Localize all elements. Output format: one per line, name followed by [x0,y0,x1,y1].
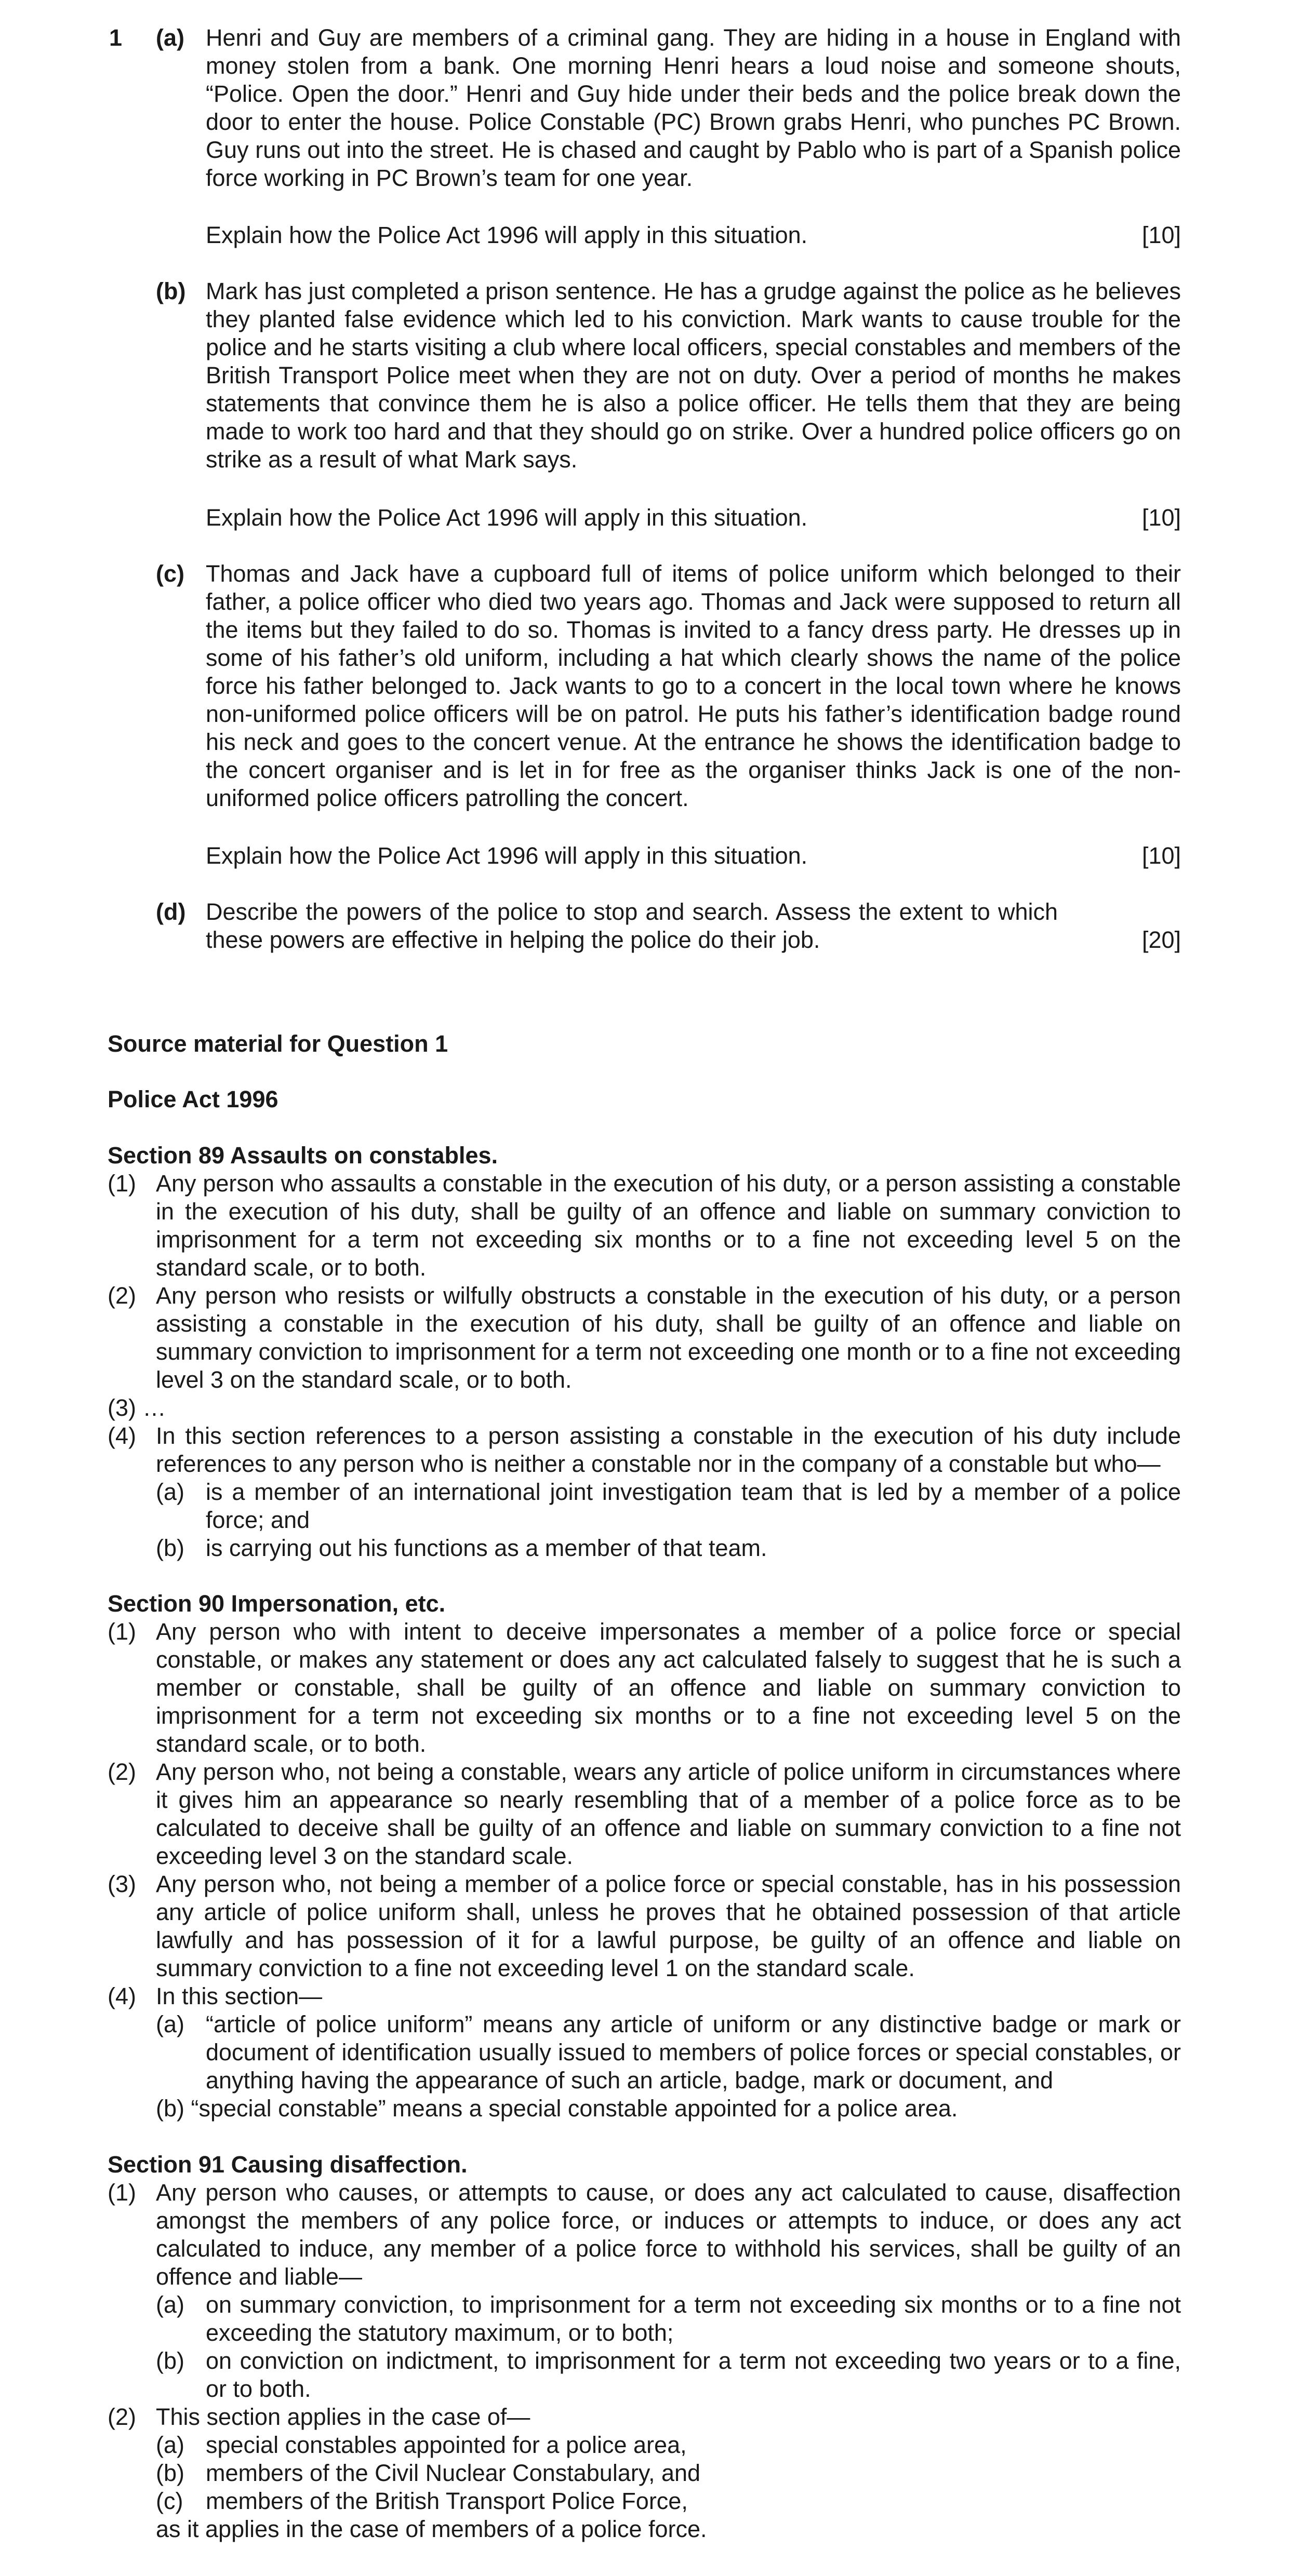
s90-sub4a: “article of police uniform” means any article of uniform or any distinctive badge or mark or document of identification usually issued to members of police forces or special constables, or anything having the appearance of such an article, badge, mark or document, and [206,2011,1181,2094]
s91-sub1-num: (1) [108,2179,136,2206]
s90-sub4-num: (4) [108,1983,136,2009]
s91-sub1a-num: (a) [156,2291,184,2318]
part-a-label: (a) [156,24,184,51]
part-b-text: Mark has just completed a prison sentence. He has a grudge against the police as he believes they planted false evidence which led to his conviction. Mark wants to cause trouble for the police and he starts visiting a club where local officers, special constables and members of the British Transport Police meet when they are not on duty. Over a period of months he makes statements that convince them he is also a police officer. He tells them that they are being made to work too hard and that they should go on strike. Over a hundred police officers go on strike as a result of what Mark says. [206,278,1181,473]
act-title: Police Act 1996 [108,1086,278,1112]
part-d-text: Describe the powers of the police to stop and search. Assess the extent to which these powers are effective in helping the police do their job. [206,898,1058,953]
s90-sub1-num: (1) [108,1618,136,1645]
section-90-heading: Section 90 Impersonation, etc. [108,1590,446,1617]
s89-sub4-num: (4) [108,1423,136,1449]
s90-sub1: Any person who with intent to deceive impersonates a member of a police force or special constable, or makes any statement or does any act calculated falsely to suggest that he is such a member or constable, shall be guilty of an offence and liable on summary conviction to imprisonment for a term not exceeding six months or to a fine not exceeding level 5 on the standard scale, or to both. [156,1618,1181,1757]
part-b-instruction: Explain how the Police Act 1996 will apply in this situation. [206,504,808,531]
part-c-text: Thomas and Jack have a cupboard full of items of police uniform which belonged to their father, a police officer who died two years ago. Thomas and Jack were supposed to return all the items but they failed to do so. Thomas is invited to a fancy dress party. He dresses up in some of his father’s old uniform, including a hat which clearly shows the name of the police force his father belonged to. Jack wants to go to a concert in the local town where he knows non-uniformed police officers will be on patrol. He puts his father’s identification badge round his neck and goes to the concert venue. At the entrance he shows the identification badge to the concert organiser and is let in for free as the organiser thinks Jack is one of the non-uniformed police officers patrolling the concert. [206,560,1181,811]
s89-sub2: Any person who resists or wilfully obstructs a constable in the execution of his duty, or a person assisting a constable in the execution of his duty, shall be guilty of an offence and liable on summary conviction to imprisonment for a term not exceeding one month or to a fine not exceeding level 3 on the standard scale, or to both. [156,1282,1181,1393]
part-d-label: (d) [156,898,186,925]
s90-sub3: Any person who, not being a member of a police force or special constable, has in his possession any article of police uniform shall, unless he proves that he obtained possession of that article lawfully and has possession of it for a lawful purpose, be guilty of an offence and liable on summary conviction to a fine not exceeding level 1 on the standard scale. [156,1871,1181,1981]
part-a-text: Henri and Guy are members of a criminal gang. They are hiding in a house in England with money stolen from a bank. One morning Henri hears a loud noise and someone shouts, “Police. Open the door.” Henri and Guy hide under their beds and the police break down the door to enter the house. Police Constable (PC) Brown grabs Henri, who punches PC Brown. Guy runs out into the street. He is chased and caught by Pablo who is part of a Spanish police force working in PC Brown’s team for one year. [206,24,1181,191]
s91-sub2b: members of the Civil Nuclear Constabulary, and [206,2460,701,2486]
s91-sub1a: on summary conviction, to imprisonment for a term not exceeding six months or to a fine not exceeding the statutory maximum, or to both; [206,2291,1181,2346]
s89-sub4b-num: (b) [156,1535,184,1561]
part-b-marks: [10] [1141,504,1181,531]
s91-sub1b: on conviction on indictment, to imprisonment for a term not exceeding two years or to a fine, or to both. [206,2347,1181,2402]
question-number: 1 [109,24,123,51]
s91-sub2a: special constables appointed for a police area, [206,2432,687,2458]
part-c-label: (c) [156,560,184,587]
s90-sub4: In this section— [156,1983,323,2009]
s89-sub1: Any person who assaults a constable in the execution of his duty, or a person assisting a constable in the execution of his duty, shall be guilty of an offence and liable on summary conviction to imprisonment for a term not exceeding six months or to a fine not exceeding level 5 on the standard scale, or to both. [156,1170,1181,1281]
s89-sub1-num: (1) [108,1170,136,1197]
s91-sub2-num: (2) [108,2404,136,2430]
part-a-marks: [10] [1141,222,1181,248]
s91-sub1b-num: (b) [156,2347,184,2374]
s89-sub4a-num: (a) [156,1479,184,1505]
s91-sub2a-num: (a) [156,2432,184,2458]
s90-sub2-num: (2) [108,1759,136,1785]
s89-sub4: In this section references to a person assisting a constable in the execution of his duty include references to any person who is neither a constable nor in the company of a constable but who— [156,1423,1181,1477]
s90-sub2: Any person who, not being a constable, wears any article of police uniform in circumstances where it gives him an appearance so nearly resembling that of a member of a police force as to be calculated to deceive shall be guilty of an offence and liable on summary conviction to a fine not exceeding level 3 on the standard scale. [156,1759,1181,1869]
source-heading: Source material for Question 1 [108,1030,448,1057]
s90-sub4b: (b) “special constable” means a special constable appointed for a police area. [156,2095,958,2122]
s89-sub3: (3) … [108,1394,166,1421]
part-b-label: (b) [156,278,186,304]
s89-sub2-num: (2) [108,1282,136,1309]
s91-sub2c: members of the British Transport Police Force, [206,2488,688,2514]
part-c-marks: [10] [1141,842,1181,869]
part-d-marks: [20] [1141,927,1181,953]
s90-sub4a-num: (a) [156,2011,184,2037]
s90-sub3-num: (3) [108,1871,136,1897]
section-89-heading: Section 89 Assaults on constables. [108,1142,498,1169]
s89-sub4b: is carrying out his functions as a member of that team. [206,1535,767,1561]
s91-sub2c-num: (c) [156,2488,183,2514]
s89-sub4a: is a member of an international joint investigation team that is led by a member of a police force; and [206,1479,1181,1533]
part-c-instruction: Explain how the Police Act 1996 will apply in this situation. [206,842,808,869]
part-a-instruction: Explain how the Police Act 1996 will apply in this situation. [206,222,808,248]
s91-sub2: This section applies in the case of— [156,2404,530,2430]
s91-sub1: Any person who causes, or attempts to cause, or does any act calculated to cause, disaffection amongst the members of any police force, or induces or attempts to induce, or does any act calculated to induce, any member of a police force to withhold his services, shall be guilty of an offence and liable— [156,2179,1181,2290]
section-91-heading: Section 91 Causing disaffection. [108,2151,468,2178]
s91-sub2b-num: (b) [156,2460,184,2486]
s91-sub2-tail: as it applies in the case of members of a police force. [156,2516,707,2542]
